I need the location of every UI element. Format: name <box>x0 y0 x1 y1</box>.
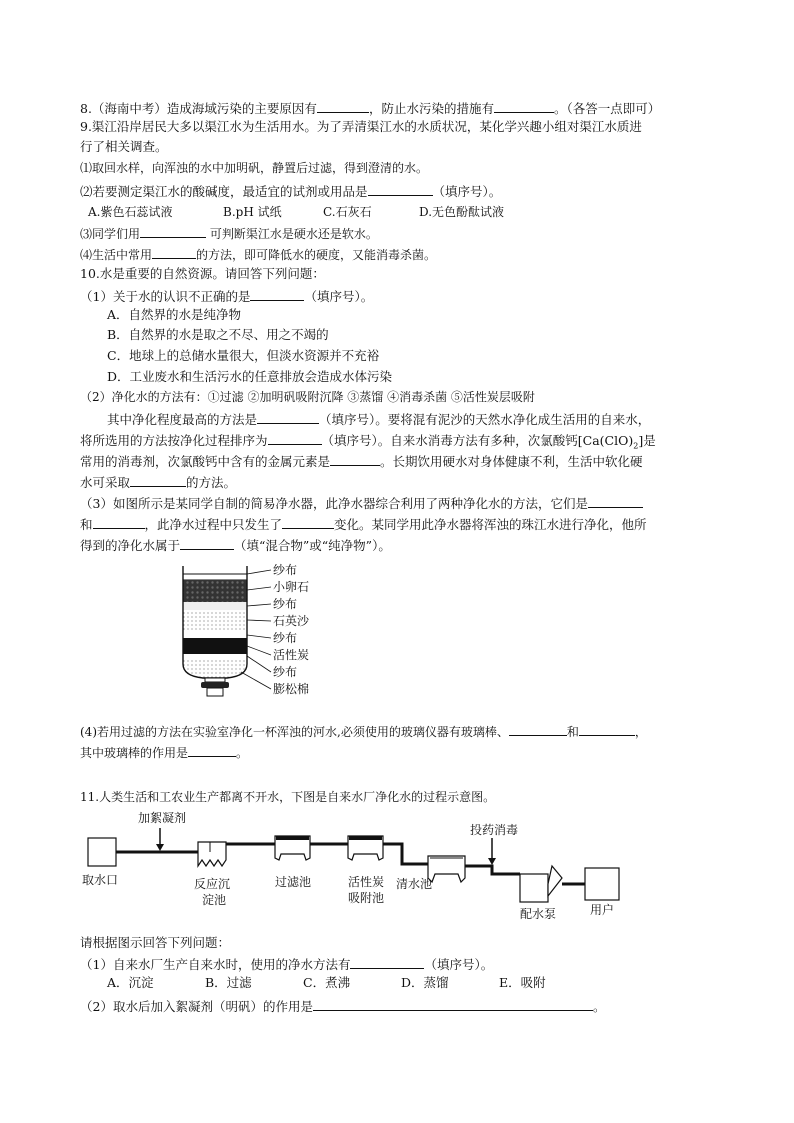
q8-blank-2[interactable] <box>494 99 554 113</box>
q9-s2-text: ⑵若要测定渠江水的酸碱度，最适宜的试剂或用品是 <box>80 184 368 199</box>
q11-p2-blank[interactable] <box>313 997 593 1011</box>
disinfection-label: 投药消毒 <box>470 823 519 837</box>
q10-p2-blank-4[interactable] <box>130 473 186 487</box>
q10-p1-option-d: D．工业废水和生活污水的任意排放会造成水体污染 <box>107 369 393 384</box>
q10-p1-option-a: A．自然界的水是纯净物 <box>107 307 242 322</box>
q10-p3-line1 <box>80 494 643 512</box>
stage-pump: 配水泵 <box>520 907 557 921</box>
q11-p2-suffix: 。 <box>592 999 606 1014</box>
q10-p3-l2-text: 和 <box>80 517 93 532</box>
q10-p3-blank-1[interactable] <box>588 494 643 508</box>
settling-tank <box>198 842 226 866</box>
q9-s3-suffix: 可判断渠江水是硬水还是软水。 <box>206 227 378 241</box>
q9-s2-suffix: （填序号）。 <box>432 184 502 199</box>
q10-p3-line2 <box>80 515 647 533</box>
stage-user: 用户 <box>590 903 615 917</box>
q9-options <box>88 204 504 220</box>
q10-p3-l1-text: （3）如图所示是某同学自制的简易净水器，此净水器综合利用了两种净化水的方法，它们是 <box>80 496 588 511</box>
intake-box <box>88 838 116 866</box>
stage-settling-1: 反应沉 <box>194 877 231 891</box>
filter-layer-gauze-3 <box>183 632 247 638</box>
q10-p2-l1-text: 其中净化程度最高的方法是 <box>107 412 258 427</box>
q10-p1-text: （1）关于水的认识不正确的是 <box>80 289 251 304</box>
q9-s2-blank[interactable] <box>368 182 433 196</box>
q9-s1: ⑴取回水样，向浑浊的水中加明矾，静置后过滤，得到澄清的水。 <box>80 161 429 175</box>
q10-p4-line1 <box>80 722 647 740</box>
filter-label-4: 纱布 <box>273 631 298 645</box>
q11-option-d: D．蒸馏 <box>401 975 449 990</box>
q11-prompt: 请根据图示回答下列问题： <box>80 935 231 950</box>
user-box <box>585 868 619 900</box>
q8-line <box>80 99 660 117</box>
filter-label-6: 纱布 <box>273 665 298 679</box>
stage-filter: 过滤池 <box>275 875 312 889</box>
q10-p2-l2-end: ]是 <box>638 433 656 448</box>
bottle-neck <box>205 678 225 682</box>
stage-carbon-1: 活性炭 <box>348 875 385 889</box>
q10-p1-suffix: （填序号）。 <box>304 289 374 304</box>
q10-p4-l2-text: 其中玻璃棒的作用是 <box>80 746 189 760</box>
q10-p2-l4-suffix: 的方法。 <box>186 475 237 490</box>
pump-box <box>520 874 548 902</box>
q9-s2 <box>80 182 501 200</box>
q9-option-b: B.pH 试纸 <box>223 205 282 219</box>
q9-option-c: C.石灰石 <box>323 205 372 219</box>
q10-p4-l1-and: 和 <box>566 725 579 739</box>
q11-p1-text: （1）自来水厂生产自来水时，使用的净水方法有 <box>80 957 351 972</box>
q11-option-a: A．沉淀 <box>107 975 154 990</box>
q10-p2-line4 <box>80 473 236 491</box>
filter-label-7: 膨松棉 <box>273 682 310 696</box>
q9-s3-blank[interactable] <box>140 224 206 238</box>
filter-label-0: 纱布 <box>273 563 298 577</box>
q11-p1-suffix: （填序号）。 <box>424 957 494 972</box>
stage-settling-2: 淀池 <box>202 893 227 907</box>
filter-label-5: 活性炭 <box>273 648 310 662</box>
q10-p2-blank-3[interactable] <box>330 452 380 466</box>
q11-option-c: C．煮沸 <box>303 975 351 990</box>
q10-p2-l4-text: 水可采取 <box>80 475 131 490</box>
q11-title: 11.人类生活和工农业生产都离不开水，下图是自来水厂净化水的过程示意图。 <box>80 790 496 804</box>
q10-p1-blank[interactable] <box>250 287 304 301</box>
stage-intake: 取水口 <box>82 873 119 887</box>
q10-p4-l1-text: (4)若用过滤的方法在实验室净化一杯浑浊的河水,必须使用的玻璃仪器有玻璃棒、 <box>80 725 509 739</box>
q9-stem-line2: 行了相关调查。 <box>80 139 168 154</box>
filter-label-3: 石英沙 <box>273 614 310 628</box>
q10-p3-l2-suffix: 变化。某同学用此净水器将浑浊的珠江水进行净化，他所 <box>334 517 647 532</box>
q10-p4-l1-comma: ， <box>634 725 647 739</box>
q11-p2-text: （2）取水后加入絮凝剂（明矾）的作用是 <box>80 999 313 1014</box>
filter-layer-gauze-1 <box>183 574 247 580</box>
q11-p1-options <box>107 975 546 991</box>
q10-p4-l2-suffix: 。 <box>236 746 249 760</box>
filter-label-1: 小卵石 <box>273 580 310 594</box>
q11-option-b: B．过滤 <box>205 975 252 990</box>
q10-p2-l2-text: 将所选用的方法按净化过程排序为 <box>80 433 268 448</box>
q10-p1 <box>80 287 373 305</box>
q9-s4 <box>80 245 436 263</box>
q10-p3-l3-text: 得到的净化水属于 <box>80 538 181 553</box>
filter-label-2: 纱布 <box>273 597 298 611</box>
water-filter-diagram <box>175 560 355 700</box>
q8-text-b: ，防止水污染的措施有 <box>368 101 494 116</box>
clear-water-tank <box>428 856 465 882</box>
filter-layer-sand <box>183 610 247 632</box>
filter-layer-cotton <box>183 658 247 678</box>
q10-p3-line3 <box>80 536 391 554</box>
q9-s4-suffix: 的方法，即可降低水的硬度，又能消毒杀菌。 <box>196 248 437 262</box>
q8-text-c: 。（各答一点即可） <box>553 101 661 116</box>
q11-p1-blank[interactable] <box>350 955 424 969</box>
q10-p3-l2-mid: ，此净水过程中只发生了 <box>144 517 283 532</box>
filter-layer-carbon <box>183 638 247 654</box>
q10-p1-option-c: C．地球上的总储水量很大，但淡水资源并不充裕 <box>107 348 380 363</box>
bottle-cap <box>201 682 229 688</box>
q10-title: 10.水是重要的自然资源。请回答下列问题： <box>80 266 325 281</box>
q10-p1-option-b: B．自然界的水是取之不尽、用之不竭的 <box>107 327 329 342</box>
filter-layer-pebbles <box>183 580 247 602</box>
q10-p4-blank-2[interactable] <box>579 722 635 736</box>
q11-option-e: E．吸附 <box>499 975 546 990</box>
q10-p2-subscript: 2 <box>633 441 639 451</box>
q8-blank-1[interactable] <box>317 99 369 113</box>
q10-p4-blank-3[interactable] <box>188 743 236 757</box>
q9-s3-text: ⑶同学们用 <box>80 227 141 241</box>
q10-p3-blank-4[interactable] <box>180 536 234 550</box>
q10-p2-line2 <box>80 431 656 455</box>
q10-p3-blank-2[interactable] <box>93 515 145 529</box>
q10-p3-l3-suffix: （填“混合物”或“纯净物”）。 <box>234 538 391 553</box>
q9-option-a: A.紫色石蕊试液 <box>88 205 173 219</box>
q10-p2-l3-text: 常用的消毒剂，次氯酸钙中含有的金属元素是 <box>80 454 331 469</box>
q9-option-d: D.无色酚酞试液 <box>419 205 505 219</box>
q9-s4-text: ⑷生活中常用 <box>80 248 153 262</box>
q9-s3 <box>80 224 378 242</box>
q9-s4-blank[interactable] <box>152 245 196 259</box>
q10-p2-blank-1[interactable] <box>257 410 319 424</box>
q10-p2-line1 <box>107 410 650 428</box>
flocculant-label: 加絮凝剂 <box>138 811 187 825</box>
q10-p3-blank-3[interactable] <box>282 515 334 529</box>
q10-p2-methods: （2）净化水的方法有：①过滤 ②加明矾吸附沉降 ③蒸馏 ④消毒杀菌 ⑤活性炭层吸附 <box>80 390 535 404</box>
stage-carbon-2: 吸附池 <box>348 891 385 905</box>
q10-p2-blank-2[interactable] <box>268 431 322 445</box>
q10-p2-l1-suffix: （填序号）。要将混有泥沙的天然水净化成生活用的自来水， <box>319 412 651 427</box>
q11-p1 <box>80 955 493 973</box>
water-plant-diagram <box>80 808 640 923</box>
filter-layer-gauze-2 <box>183 602 247 610</box>
q10-p2-l3-suffix: 。长期饮用硬水对身体健康不利，生活中软化硬 <box>380 454 643 469</box>
q10-p4-blank-1[interactable] <box>509 722 567 736</box>
q11-p2 <box>80 997 605 1015</box>
q10-p2-line3 <box>80 452 643 470</box>
filter-layer-gauze-4 <box>183 654 247 658</box>
stage-clear-water: 清水池 <box>396 877 433 891</box>
q10-p4-line2 <box>80 743 248 761</box>
q8-text-a: 8.（海南中考）造成海域污染的主要原因有 <box>80 101 317 116</box>
q10-p2-l2-mid: （填序号）。自来水消毒方法有多种，次氯酸钙[Ca(ClO) <box>321 433 634 448</box>
q9-stem-line1: 9.渠江沿岸居民大多以渠江水为生活用水。为了弄清渠江水的水质状况，某化学兴趣小组对渠江水质进 <box>80 119 642 134</box>
